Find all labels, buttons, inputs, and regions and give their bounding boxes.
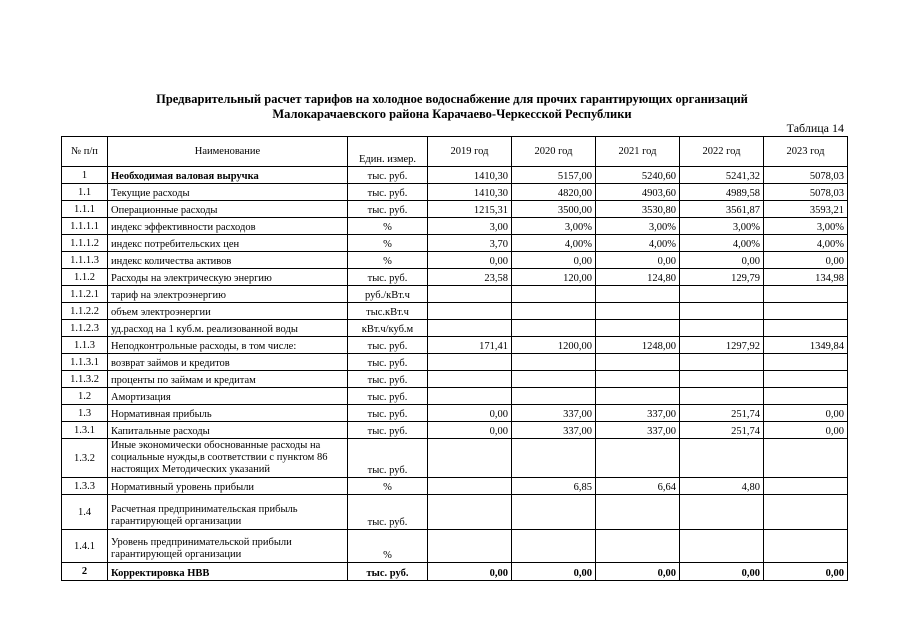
row-value: 0,00 xyxy=(428,422,512,439)
row-value xyxy=(764,320,848,337)
row-value: 3,00% xyxy=(764,218,848,235)
row-value: 337,00 xyxy=(596,405,680,422)
table-row xyxy=(62,422,848,439)
row-number: 1.1.1.3 xyxy=(62,252,108,269)
row-value xyxy=(428,371,512,388)
table-number-label: Таблица 14 xyxy=(786,121,844,135)
row-value xyxy=(428,320,512,337)
row-number: 1.3.2 xyxy=(62,439,108,478)
row-name: Нормативный уровень прибыли xyxy=(108,478,348,495)
row-name: Неподконтрольные расходы, в том числе: xyxy=(108,337,348,354)
row-value xyxy=(512,495,596,530)
row-value xyxy=(764,286,848,303)
row-value: 5240,60 xyxy=(596,167,680,184)
row-value: 0,00 xyxy=(596,563,680,581)
row-value xyxy=(512,530,596,563)
table-row xyxy=(62,303,848,320)
row-value xyxy=(680,371,764,388)
row-name: возврат займов и кредитов xyxy=(108,354,348,371)
row-value xyxy=(512,354,596,371)
row-value xyxy=(428,439,512,478)
row-number: 1.1.3.2 xyxy=(62,371,108,388)
row-value: 3500,00 xyxy=(512,201,596,218)
table-header-row xyxy=(62,137,848,167)
row-number: 1.3.3 xyxy=(62,478,108,495)
row-number: 2 xyxy=(62,563,108,581)
row-value: 5078,03 xyxy=(764,184,848,201)
row-name: индекс потребительских цен xyxy=(108,235,348,252)
row-value xyxy=(680,530,764,563)
row-value: 5241,32 xyxy=(680,167,764,184)
table-row xyxy=(62,439,848,478)
row-value xyxy=(596,439,680,478)
row-value: 3561,87 xyxy=(680,201,764,218)
row-number: 1.1.2.1 xyxy=(62,286,108,303)
row-name: индекс количества активов xyxy=(108,252,348,269)
row-value: 0,00 xyxy=(428,563,512,581)
row-value xyxy=(596,354,680,371)
row-value: 0,00 xyxy=(680,563,764,581)
tariff-table xyxy=(61,136,848,581)
row-value: 251,74 xyxy=(680,405,764,422)
table-row xyxy=(62,563,848,581)
row-unit: тыс. руб. xyxy=(348,495,428,530)
row-number: 1.1.1 xyxy=(62,201,108,218)
row-value xyxy=(680,320,764,337)
table-row xyxy=(62,405,848,422)
row-value: 3593,21 xyxy=(764,201,848,218)
row-number: 1.1 xyxy=(62,184,108,201)
table-row xyxy=(62,286,848,303)
row-name: Уровень предпринимательской прибыли гарантирующей организации xyxy=(108,530,348,563)
row-value xyxy=(680,439,764,478)
row-value xyxy=(764,354,848,371)
row-value: 1200,00 xyxy=(512,337,596,354)
header-year: 2020 год xyxy=(512,137,596,167)
row-name: Нормативная прибыль xyxy=(108,405,348,422)
row-unit: тыс. руб. xyxy=(348,563,428,581)
row-unit: кВт.ч/куб.м xyxy=(348,320,428,337)
row-unit: тыс. руб. xyxy=(348,354,428,371)
row-value xyxy=(428,530,512,563)
row-value: 6,85 xyxy=(512,478,596,495)
table-row xyxy=(62,201,848,218)
table-row xyxy=(62,478,848,495)
row-name: Расчетная предпринимательская прибыль гарантирующей организации xyxy=(108,495,348,530)
row-value: 337,00 xyxy=(596,422,680,439)
row-number: 1.4 xyxy=(62,495,108,530)
row-value xyxy=(512,388,596,405)
row-value xyxy=(428,286,512,303)
row-value: 1349,84 xyxy=(764,337,848,354)
row-value xyxy=(596,388,680,405)
row-value: 129,79 xyxy=(680,269,764,286)
row-value xyxy=(764,303,848,320)
row-value: 4,00% xyxy=(596,235,680,252)
row-unit: тыс. руб. xyxy=(348,371,428,388)
row-name: Расходы на электрическую энергию xyxy=(108,269,348,286)
row-value: 120,00 xyxy=(512,269,596,286)
row-value: 4,00% xyxy=(764,235,848,252)
row-value xyxy=(596,495,680,530)
row-value: 337,00 xyxy=(512,422,596,439)
row-unit: руб./кВт.ч xyxy=(348,286,428,303)
row-value: 4,00% xyxy=(680,235,764,252)
row-value: 0,00 xyxy=(764,422,848,439)
row-value: 6,64 xyxy=(596,478,680,495)
row-name: Амортизация xyxy=(108,388,348,405)
row-value: 0,00 xyxy=(764,563,848,581)
row-unit: тыс. руб. xyxy=(348,184,428,201)
row-value: 0,00 xyxy=(428,252,512,269)
row-value xyxy=(596,371,680,388)
row-name: Необходимая валовая выручка xyxy=(108,167,348,184)
row-value: 4,00% xyxy=(512,235,596,252)
row-value: 4989,58 xyxy=(680,184,764,201)
row-value: 3530,80 xyxy=(596,201,680,218)
row-value xyxy=(428,478,512,495)
row-value: 1410,30 xyxy=(428,167,512,184)
row-value: 4,80 xyxy=(680,478,764,495)
document-title-line-1: Предварительный расчет тарифов на холодное водоснабжение для прочих гарантирующих организаций xyxy=(156,92,748,106)
row-value: 1248,00 xyxy=(596,337,680,354)
row-number: 1.3 xyxy=(62,405,108,422)
row-name: индекс эффективности расходов xyxy=(108,218,348,235)
row-value: 3,70 xyxy=(428,235,512,252)
table-row xyxy=(62,167,848,184)
row-unit: % xyxy=(348,478,428,495)
table-row xyxy=(62,388,848,405)
row-value xyxy=(680,354,764,371)
table-row xyxy=(62,495,848,530)
document-title-line-2: Малокарачаевского района Карачаево-Черкесской Республики xyxy=(272,107,632,121)
row-value: 171,41 xyxy=(428,337,512,354)
row-unit: % xyxy=(348,530,428,563)
row-name: объем электроэнергии xyxy=(108,303,348,320)
header-year: 2021 год xyxy=(596,137,680,167)
table-row xyxy=(62,252,848,269)
table-row xyxy=(62,320,848,337)
row-unit: тыс. руб. xyxy=(348,337,428,354)
row-value: 5157,00 xyxy=(512,167,596,184)
row-value: 251,74 xyxy=(680,422,764,439)
row-name: Операционные расходы xyxy=(108,201,348,218)
row-value xyxy=(764,530,848,563)
row-value xyxy=(680,286,764,303)
row-number: 1.1.3 xyxy=(62,337,108,354)
row-unit: тыс.кВт.ч xyxy=(348,303,428,320)
header-year: 2023 год xyxy=(764,137,848,167)
table-row xyxy=(62,530,848,563)
row-value: 124,80 xyxy=(596,269,680,286)
row-value xyxy=(596,286,680,303)
row-unit: тыс. руб. xyxy=(348,269,428,286)
row-number: 1.1.2 xyxy=(62,269,108,286)
row-number: 1.3.1 xyxy=(62,422,108,439)
table-row xyxy=(62,235,848,252)
row-value xyxy=(428,388,512,405)
row-unit: % xyxy=(348,218,428,235)
row-unit: тыс. руб. xyxy=(348,388,428,405)
table-row xyxy=(62,184,848,201)
row-value: 3,00% xyxy=(596,218,680,235)
header-year: 2022 год xyxy=(680,137,764,167)
row-value: 134,98 xyxy=(764,269,848,286)
row-value xyxy=(512,320,596,337)
row-value: 1410,30 xyxy=(428,184,512,201)
row-value xyxy=(512,286,596,303)
row-value xyxy=(764,495,848,530)
row-value xyxy=(596,530,680,563)
row-value: 1297,92 xyxy=(680,337,764,354)
row-value xyxy=(680,495,764,530)
row-value xyxy=(428,303,512,320)
row-unit: тыс. руб. xyxy=(348,422,428,439)
row-value: 3,00 xyxy=(428,218,512,235)
row-value: 0,00 xyxy=(512,252,596,269)
row-value: 4903,60 xyxy=(596,184,680,201)
row-value: 4820,00 xyxy=(512,184,596,201)
row-unit: тыс. руб. xyxy=(348,201,428,218)
row-value: 23,58 xyxy=(428,269,512,286)
row-value xyxy=(764,439,848,478)
table-row xyxy=(62,269,848,286)
header-num: № п/п xyxy=(62,137,108,167)
row-unit: % xyxy=(348,235,428,252)
row-value: 337,00 xyxy=(512,405,596,422)
row-number: 1.4.1 xyxy=(62,530,108,563)
row-name: Текущие расходы xyxy=(108,184,348,201)
row-number: 1.1.1.2 xyxy=(62,235,108,252)
row-number: 1.1.1.1 xyxy=(62,218,108,235)
row-value: 5078,03 xyxy=(764,167,848,184)
row-value xyxy=(764,371,848,388)
row-value xyxy=(428,354,512,371)
row-value xyxy=(764,478,848,495)
row-unit: тыс. руб. xyxy=(348,439,428,478)
row-value: 0,00 xyxy=(596,252,680,269)
row-value: 1215,31 xyxy=(428,201,512,218)
row-number: 1 xyxy=(62,167,108,184)
row-number: 1.1.2.3 xyxy=(62,320,108,337)
row-number: 1.1.2.2 xyxy=(62,303,108,320)
row-unit: тыс. руб. xyxy=(348,167,428,184)
row-value xyxy=(680,303,764,320)
table-row xyxy=(62,337,848,354)
row-unit: тыс. руб. xyxy=(348,405,428,422)
row-value xyxy=(680,388,764,405)
row-value: 0,00 xyxy=(512,563,596,581)
table-row xyxy=(62,371,848,388)
row-name: Корректировка НВВ xyxy=(108,563,348,581)
row-value: 0,00 xyxy=(680,252,764,269)
row-name: уд.расход на 1 куб.м. реализованной воды xyxy=(108,320,348,337)
table-row xyxy=(62,218,848,235)
row-number: 1.1.3.1 xyxy=(62,354,108,371)
row-number: 1.2 xyxy=(62,388,108,405)
row-value: 3,00% xyxy=(680,218,764,235)
row-name: тариф на электроэнергию xyxy=(108,286,348,303)
row-value: 3,00% xyxy=(512,218,596,235)
header-unit: Един. измер. xyxy=(348,137,428,167)
row-unit: % xyxy=(348,252,428,269)
row-value xyxy=(596,320,680,337)
table-row xyxy=(62,354,848,371)
row-value xyxy=(764,388,848,405)
row-value xyxy=(512,371,596,388)
row-value xyxy=(512,439,596,478)
row-value: 0,00 xyxy=(764,252,848,269)
row-name: Капитальные расходы xyxy=(108,422,348,439)
row-value: 0,00 xyxy=(764,405,848,422)
header-name: Наименование xyxy=(108,137,348,167)
row-value: 0,00 xyxy=(428,405,512,422)
row-value xyxy=(512,303,596,320)
row-name: проценты по займам и кредитам xyxy=(108,371,348,388)
row-value xyxy=(428,495,512,530)
row-name: Иные экономически обоснованные расходы на социальные нужды,в соответствии с пунктом 86 настоящих Методических указаний xyxy=(108,439,348,478)
header-year: 2019 год xyxy=(428,137,512,167)
row-value xyxy=(596,303,680,320)
